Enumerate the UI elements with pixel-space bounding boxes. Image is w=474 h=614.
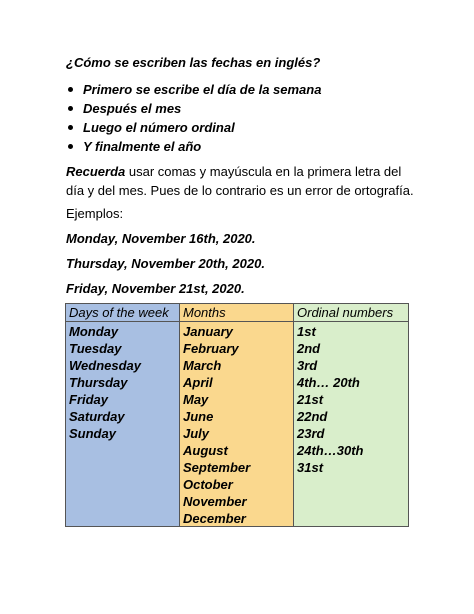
ordinal-cell: 4th… 20th bbox=[297, 375, 360, 390]
months-cells bbox=[180, 322, 293, 527]
step-text: Primero se escribe el día de la semana bbox=[83, 82, 322, 97]
examples-label: Ejemplos: bbox=[66, 206, 124, 221]
step-text: Después el mes bbox=[83, 101, 182, 116]
ordinal-cell: 1st bbox=[297, 324, 316, 339]
dates-table bbox=[65, 303, 409, 527]
month-cell: April bbox=[183, 375, 213, 390]
list-item bbox=[66, 137, 321, 156]
ordinal-cell: 21st bbox=[297, 392, 324, 407]
month-cell: July bbox=[183, 426, 210, 441]
days-cells bbox=[66, 322, 179, 442]
day-cell: Sunday bbox=[69, 426, 116, 441]
month-cell: May bbox=[183, 392, 209, 407]
example-date: Monday, November 16th, 2020. bbox=[66, 231, 256, 246]
month-cell: January bbox=[183, 324, 233, 339]
reminder-emphasis: Recuerda bbox=[66, 164, 126, 179]
month-cell: September bbox=[183, 460, 251, 475]
ordinal-cell: 23rd bbox=[297, 426, 325, 441]
day-cell: Thursday bbox=[69, 375, 128, 390]
ordinal-cell: 22nd bbox=[297, 409, 328, 424]
month-cell: December bbox=[183, 511, 246, 526]
ordinals-column bbox=[294, 304, 408, 526]
bullet-icon bbox=[68, 144, 73, 149]
month-cell: February bbox=[183, 341, 239, 356]
ordinal-cell: 31st bbox=[297, 460, 324, 475]
day-cell: Monday bbox=[69, 324, 119, 339]
month-cell: October bbox=[183, 477, 233, 492]
list-item bbox=[66, 118, 321, 137]
example-date: Friday, November 21st, 2020. bbox=[66, 281, 245, 296]
bullet-icon bbox=[68, 125, 73, 130]
day-cell: Wednesday bbox=[69, 358, 142, 373]
ordinal-cell: 24th…30th bbox=[297, 443, 364, 458]
list-item bbox=[66, 80, 321, 99]
example-date: Thursday, November 20th, 2020. bbox=[66, 256, 265, 271]
reminder-paragraph bbox=[66, 162, 416, 200]
bullet-icon bbox=[68, 106, 73, 111]
column-header: Ordinal numbers bbox=[294, 304, 408, 322]
column-header: Months bbox=[180, 304, 293, 322]
step-text: Y finalmente el año bbox=[83, 139, 202, 154]
months-column bbox=[180, 304, 294, 526]
day-cell: Tuesday bbox=[69, 341, 122, 356]
reminder-text: usar comas y mayúscula en la primera letra del día y del mes. Pues de lo contrario es un error de ortografía. bbox=[66, 164, 414, 198]
month-cell: August bbox=[183, 443, 228, 458]
column-header: Days of the week bbox=[66, 304, 179, 322]
month-cell: November bbox=[183, 494, 247, 509]
step-text: Luego el número ordinal bbox=[83, 120, 235, 135]
page-heading: ¿Cómo se escriben las fechas en inglés? bbox=[66, 55, 321, 70]
month-cell: June bbox=[183, 409, 214, 424]
day-cell: Friday bbox=[69, 392, 109, 407]
days-column bbox=[66, 304, 180, 526]
ordinal-cell: 2nd bbox=[297, 341, 321, 356]
ordinal-cell: 3rd bbox=[297, 358, 318, 373]
month-cell: March bbox=[183, 358, 222, 373]
day-cell: Saturday bbox=[69, 409, 125, 424]
steps-list bbox=[66, 80, 321, 156]
bullet-icon bbox=[68, 87, 73, 92]
ordinals-cells bbox=[294, 322, 408, 476]
list-item bbox=[66, 99, 321, 118]
